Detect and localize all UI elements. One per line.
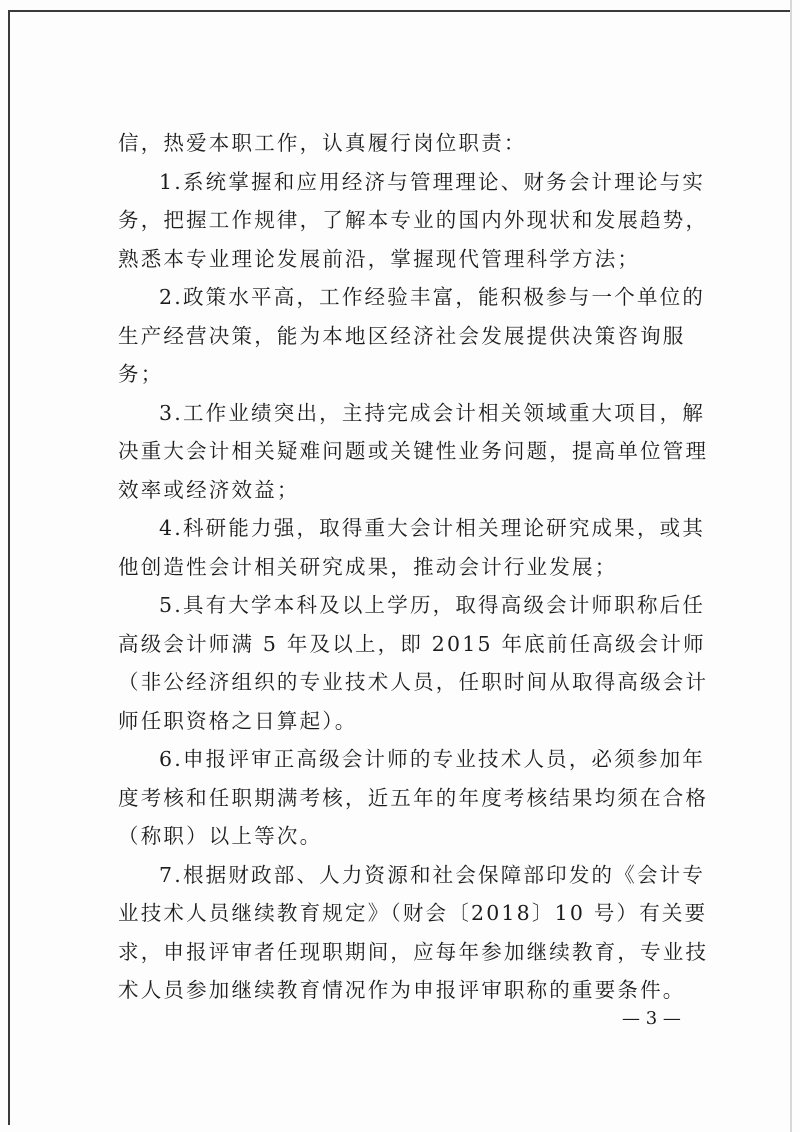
paragraph-item-4: 4.科研能力强，取得重大会计相关理论研究成果，或其他创造性会计相关研究成果，推动会计行业发展；: [118, 516, 706, 579]
scan-border-left: [8, 10, 10, 1125]
page-number: — 3 —: [622, 1008, 681, 1029]
paragraph-item-1: 1.系统掌握和应用经济与管理理论、财务会计理论与实务，把握工作规律，了解本专业的国内外现状和发展趋势，熟悉本专业理论发展前沿，掌握现代管理科学方法；: [118, 169, 709, 271]
paragraph-item-6: 6.申报评审正高级会计师的专业技术人员，必须参加年度考核和任职期满考核，近五年的年度考核结果均须在合格（称职）以上等次。: [118, 747, 709, 848]
paragraph-item-5: 5.具有大学本科及以上学历，取得高级会计师职称后任高级会计师满 5 年及以上，即 2015 年底前任高级会计师（非公经济组织的专业技术人员，任职时间从取得高级会计师任职资格之日算起）。: [118, 593, 709, 733]
paragraph-continuation: 信，热爱本职工作，认真履行岗位职责：: [118, 131, 527, 155]
scan-border-top: [8, 10, 792, 12]
document-body: [118, 124, 716, 1010]
paragraph-item-2: 2.政策水平高，工作经验丰富，能积极参与一个单位的生产经营决策，能为本地区经济社会发展提供决策咨询服务；: [118, 285, 706, 386]
paragraph-item-3: 3.工作业绩突出，主持完成会计相关领域重大项目，解决重大会计相关疑难问题或关键性业务问题，提高单位管理效率或经济效益；: [118, 400, 709, 502]
scan-border-right: [790, 0, 792, 1132]
paragraph-item-7: 7.根据财政部、人力资源和社会保障部印发的《会计专业技术人员继续教育规定》（财会〔2018〕10 号）有关要求，申报评审者任现职期间，应每年参加继续教育，专业技术人员参加继续教育情况作为申报评审职称的重要条件。: [118, 862, 709, 1002]
